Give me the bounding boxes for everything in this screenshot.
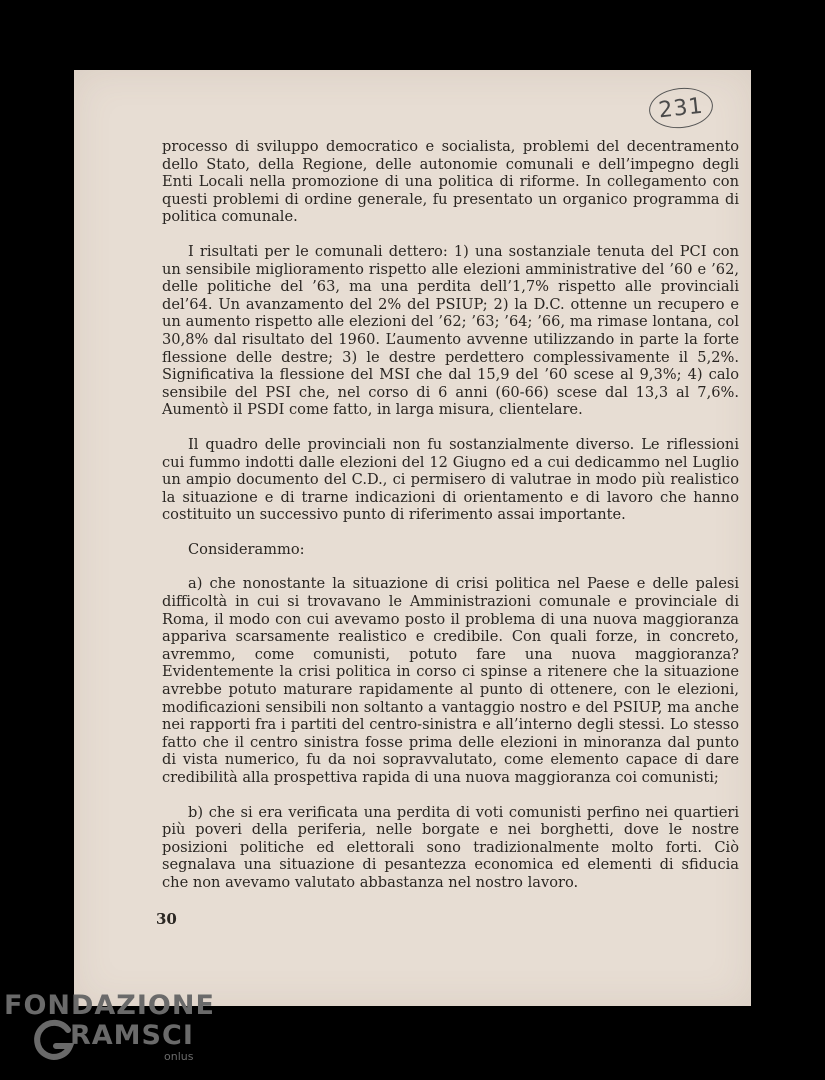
body-text [162,138,739,892]
paragraph-5: a) che nonostante la situazione di crisi politica nel Paese e delle palesi difficoltà in cui si trovavano le Amministrazioni comunale e provinciale di Roma, il modo con cui avevamo posto il problema di una nuova maggioranza appariva scarsamente realistico e credibile. Con quali forze, in concreto, avremmo, come comunisti, potuto fare una nuova maggioranza? Evidentemente la crisi politica in corso ci spinse a ritenere che la situazione avrebbe potuto maturare rapidamente al punto di ottenere, con le elezioni, modificazioni sensibili non soltanto a vantaggio nostro e del PSIUP, ma anche nei rapporti fra i partiti del centro-sinistra e all’interno degli stessi. Lo stesso fatto che il centro sinistra fosse prima delle elezioni in minoranza dal punto di vista numerico, fu da noi sopravvalutato, come elemento capace di dare credibilità alla prospettiva rapida di una nuova maggioranza coi comunisti; [162,575,739,786]
stamp-number: 231 [657,93,705,123]
paragraph-1: processo di sviluppo democratico e socialista, problemi del decentramento dello Stato, della Regione, delle autonomie comunali e dell’impegno degli Enti Locali nella promozione di una politica di riforme. In collegamento con questi problemi di ordine generale, fu presentato un organico programma di politica comunale. [162,138,739,226]
archive-stamp [647,85,715,131]
paragraph-4: Considerammo: [188,540,305,558]
watermark-line-3: onlus [164,1050,194,1063]
page-number: 30 [156,910,177,928]
document-page [74,70,751,1006]
watermark-line-1: FONDAZIONE [4,990,215,1021]
paragraph-2: I risultati per le comunali dettero: 1) una sostanziale tenuta del PCI con un sensibile miglioramento rispetto alle elezioni amministrative del ’60 e ’62, delle politiche del ’63, ma una perdita dell’1,7% rispetto alle provinciali del’64. Un avanzamento del 2% del PSIUP; 2) la D.C. ottenne un recupero e un aumento rispetto alle elezioni del ’62; ’63; ’64; ’66, ma rimase lontana, col 30,8% dal risultato del 1960. L’aumento avvenne utilizzando in parte la forte flessione delle destre; 3) le destre perdettero complessivamente il 5,2%. Significativa la flessione del MSI che dal 15,9 del ’60 scese al 9,3%; 4) calo sensibile del PSI che, nel corso di 6 anni (60-66) scese dal 13,3 al 7,6%. Aumentò il PSDI come fatto, in larga misura, clientelare. [162,242,739,419]
paragraph-6: b) che si era verificata una perdita di voti comunisti perfino nei quartieri più poveri della periferia, nelle borgate e nei borghetti, dove le nostre posizioni politiche ed elettorali sono tradizionalmente molto forti. Ciò segnalava una situazione di pesantezza economica ed elementi di sfiducia che non avevamo valutato abbastanza nel nostro lavoro. [162,803,739,891]
watermark-line-2: RAMSCI [70,1020,194,1051]
watermark-logo [4,990,214,1070]
paragraph-3: Il quadro delle provinciali non fu sostanzialmente diverso. Le riflessioni cui fummo indotti dalle elezioni del 12 Giugno ed a cui dedicammo nel Luglio un ampio documento del C.D., ci permisero di valutrae in modo più realistico la situazione e di trarne indicazioni di orientamento e di lavoro che hanno costituito un successivo punto di riferimento assai importante. [162,435,739,524]
